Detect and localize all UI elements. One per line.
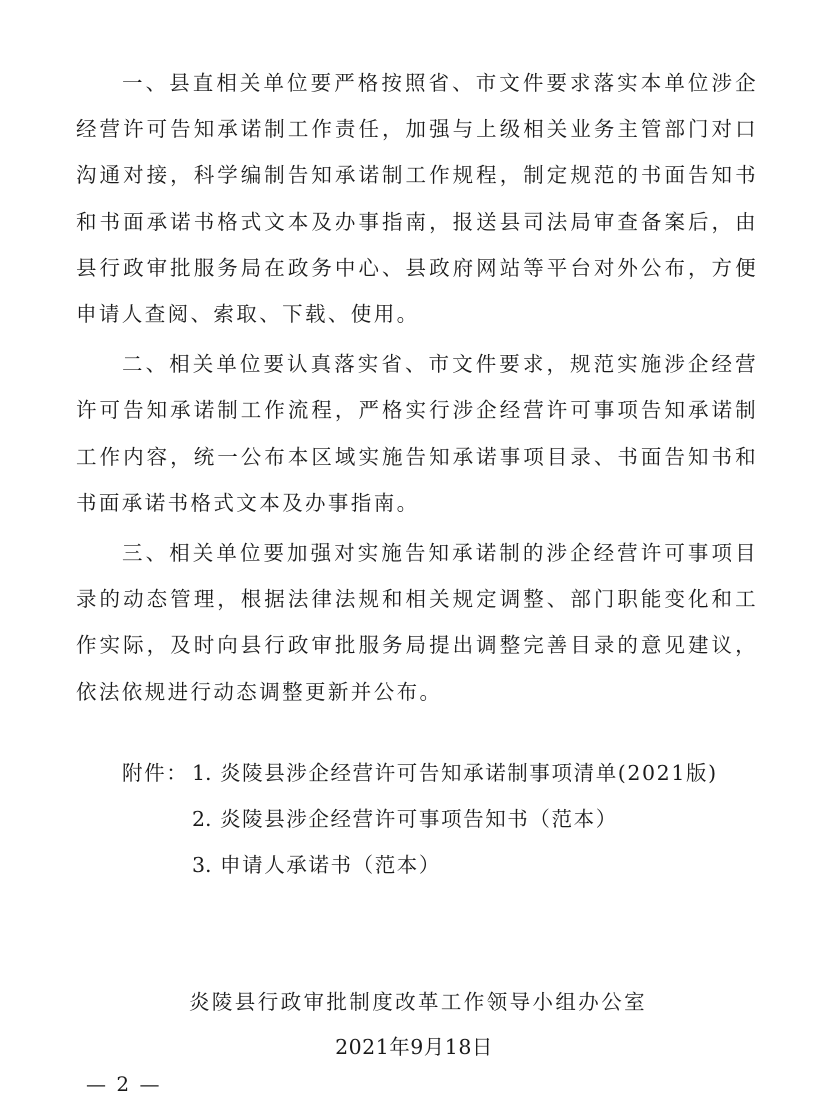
attachment-item-1 xyxy=(122,750,802,796)
attachment-number: 2. xyxy=(192,807,212,831)
issue-date: 2021年9月18日 xyxy=(335,1035,493,1059)
document-body xyxy=(76,60,758,719)
attachment-number: 1. xyxy=(192,761,212,785)
attachment-title: 炎陵县涉企经营许可告知承诺制事项清单(2021版) xyxy=(220,761,718,785)
paragraph-2: 二、相关单位要认真落实省、市文件要求，规范实施涉企经营许可告知承诺制工作流程，严格实行涉企经营许可事项告知承诺制工作内容，统一公布本区域实施告知承诺事项目录、书面告知书和书面承诺书格式文本及办事指南。 xyxy=(76,352,758,515)
page-number: — 2 — xyxy=(86,1072,162,1096)
attachment-number: 3. xyxy=(192,853,212,877)
attachment-item-2 xyxy=(122,796,802,842)
attachment-title: 炎陵县涉企经营许可事项告知书（范本） xyxy=(220,807,618,831)
paragraph-3: 三、相关单位要加强对实施告知承诺制的涉企经营许可事项目录的动态管理，根据法律法规和相关规定调整、部门职能变化和工作实际，及时向县行政审批服务局提出调整完善目录的意见建议，依法依规进行动态调整更新并公布。 xyxy=(76,541,758,704)
attachment-item-3 xyxy=(122,842,802,888)
attachments-section xyxy=(122,750,802,888)
attachment-title: 申请人承诺书（范本） xyxy=(220,853,441,877)
paragraph-1: 一、县直相关单位要严格按照省、市文件要求落实本单位涉企经营许可告知承诺制工作责任，加强与上级相关业务主管部门对口沟通对接，科学编制告知承诺制工作规程，制定规范的书面告知书和书面承诺书格式文本及办事指南，报送县司法局审查备案后，由县行政审批服务局在政务中心、县政府网站等平台对外公布，方便申请人查阅、索取、下载、使用。 xyxy=(76,71,758,327)
issuing-organization: 炎陵县行政审批制度改革工作领导小组办公室 xyxy=(189,990,647,1014)
attachments-label: 附件： xyxy=(122,761,189,785)
